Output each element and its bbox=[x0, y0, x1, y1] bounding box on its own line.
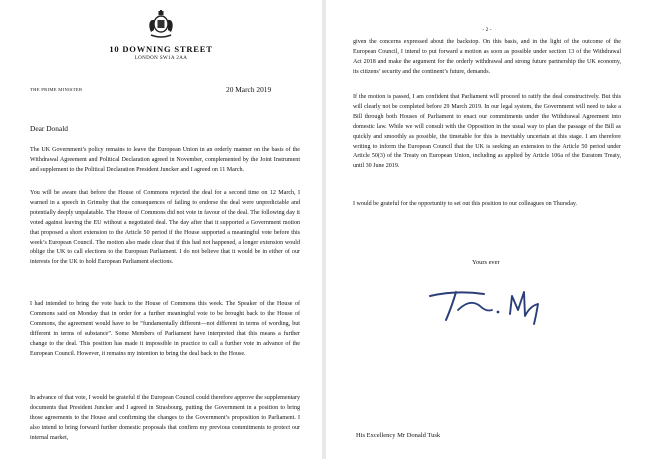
letter-page-1 bbox=[0, 0, 322, 459]
salutation: Dear Donald bbox=[30, 124, 68, 133]
royal-crest-icon bbox=[148, 10, 174, 40]
paragraph: given the concerns expressed about the backstop. On this basis, and in the light of the outcome of the European Council, I intend to put forward a motion as soon as possible under section 13 of the Withdrawal Act 2018 and make the argument for the orderly withdrawal and strong future partnership the UK economy, its citizens’ security and the continent’s future, demands. bbox=[353, 39, 621, 75]
letter-page-2 bbox=[326, 0, 648, 459]
paragraph: I would be grateful for the opportunity to set out this position to our colleagues on Thursday. bbox=[353, 201, 578, 207]
address-line-1: 10 DOWNING STREET bbox=[109, 44, 213, 54]
handwritten-signature-icon bbox=[426, 282, 556, 326]
paragraph: I had intended to bring the vote back to the House of Commons this week. The Speaker of the House of Commons said on Monday that in order for a further meaningful vote to be brought back to the House of Commons, the agreement would have to be “fundamentally different—not different in terms of wording, but different in terms of substance”. Some Members of Parliament have interpreted that this means a further change to the deal. This position has made it impossible in practice to call a further vote in advance of the European Council. However, it remains my intention to bring the deal back to the House. bbox=[30, 301, 300, 357]
recipient: His Excellency Mr Donald Tusk bbox=[356, 432, 441, 439]
sender-title: THE PRIME MINISTER bbox=[30, 87, 83, 92]
address-line-2: LONDON SW1A 2AA bbox=[134, 56, 188, 61]
paragraph: If the motion is passed, I am confident that Parliament will proceed to ratify the deal constructively. But this will clearly not be completed before 29 March 2019. In our legal system, the Government will need to take a Bill through both Houses of Parliament to enact our commitments under the Withdrawal Agreement into domestic law. While we will consult with the Opposition in the usual way to plan the passage of the Bill as quickly and smoothly as possible, the timetable for this is inevitably uncertain at this stage. I am therefore writing to inform the European Council that the UK is seeking an extension to the Article 50 period under Article 50(3) of the Treaty on European Union, including as applied by Article 106a of the Euratom Treaty, until 30 June 2019. bbox=[353, 94, 621, 170]
closing: Yours ever bbox=[472, 259, 500, 266]
letter-date: 20 March 2019 bbox=[226, 85, 272, 94]
paragraph: The UK Government’s policy remains to leave the European Union in an orderly manner on the basis of the Withdrawal Agreement and Political Declaration agreed in November, complemented by the Joint Instrument and supplement to the Political Declaration President Juncker and I agreed on 11 March. bbox=[30, 147, 300, 173]
page-number: - 2 - bbox=[482, 27, 492, 33]
paragraph: You will be aware that before the House of Commons rejected the deal for a second time on 12 March, I warned in a speech in Grimsby that the consequences of failing to endorse the deal were unpredictable and potentially deeply unpalatable. The House of Commons did not vote in favour of the deal. The following day it voted against leaving the EU without a negotiated deal. The day after that it supported a Government motion that proposed a short extension to the Article 50 period if the House supported a meaningful vote before this week’s European Council. The motion also made clear that if this had not happened, a longer extension would oblige the UK to call elections to the European Parliament. I do not believe that it would be in either of our interests for the UK to hold European Parliament elections. bbox=[30, 190, 300, 266]
paragraph: In advance of that vote, I would be grateful if the European Council could therefore approve the supplementary documents that President Juncker and I agreed in Strasbourg, putting the Government in a position to bring those agreements to the House and confirming the changes to the Government’s proposition to Parliament. I also intend to bring forward further domestic proposals that confirm my previous commitments to protect our internal market, bbox=[30, 395, 300, 441]
